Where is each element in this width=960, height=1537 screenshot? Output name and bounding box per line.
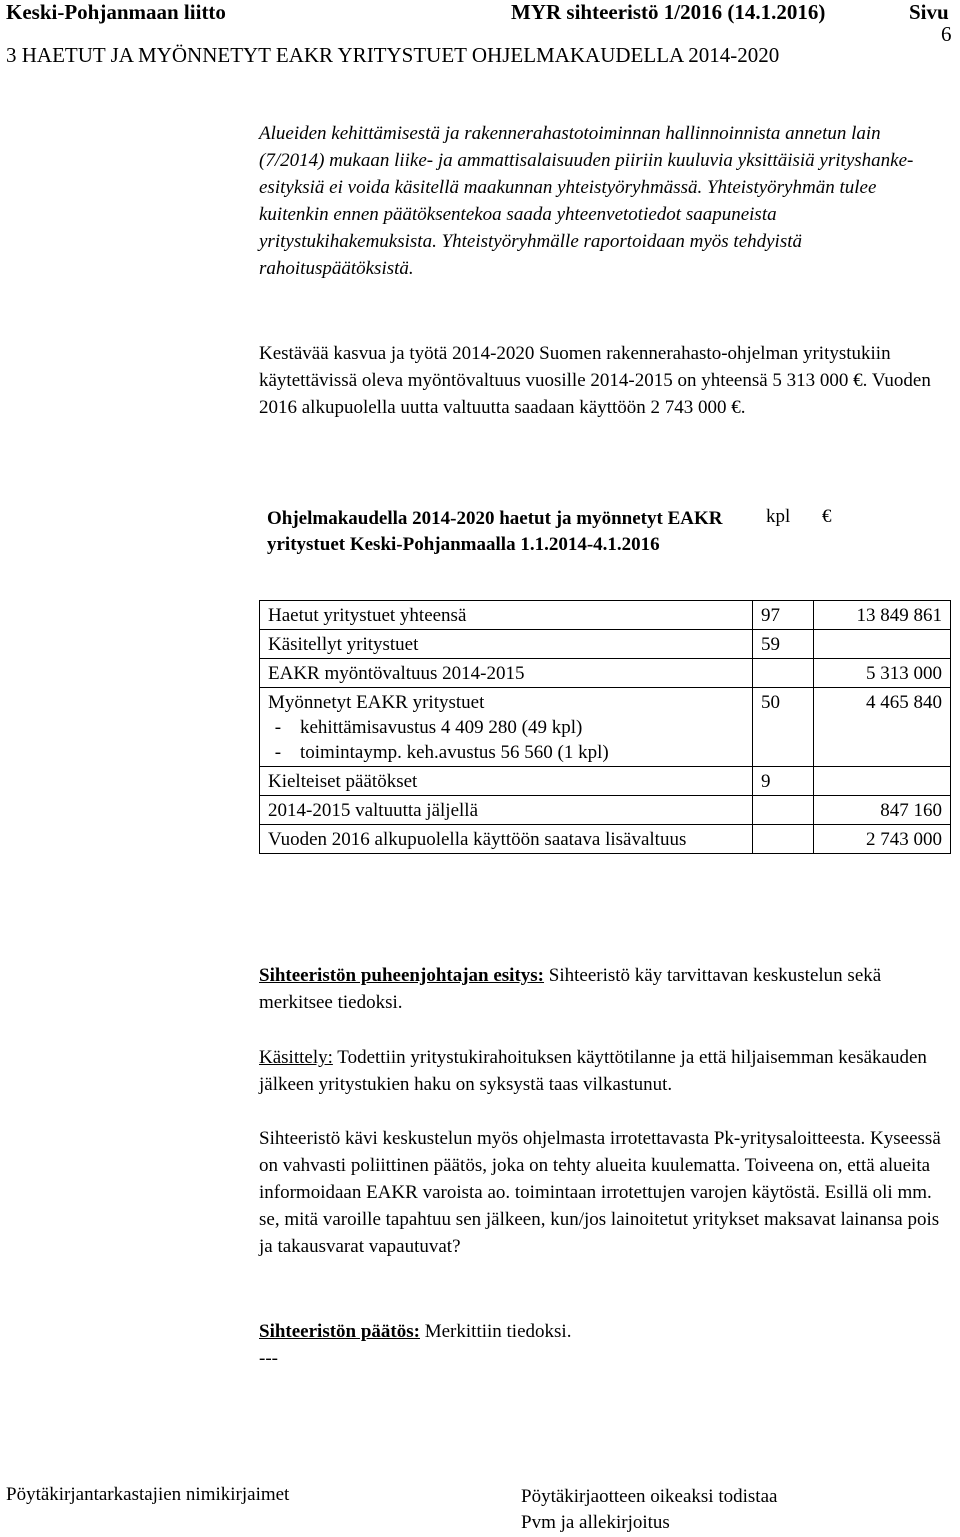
table-row [260, 659, 951, 688]
row-label-with-subitems [260, 688, 753, 767]
decision-label: Sihteeristön päätös: [259, 1321, 420, 1342]
organization-name: Keski-Pohjanmaan liitto [6, 0, 226, 24]
row-label: Myönnetyt EAKR yritystuet [268, 692, 485, 713]
table-row [260, 796, 951, 825]
row-kpl: 9 [753, 767, 814, 796]
table-row [260, 767, 951, 796]
column-header-eur: € [822, 506, 832, 527]
row-label: 2014-2015 valtuutta jäljellä [260, 796, 753, 825]
decision-text: Merkittiin tiedoksi. [419, 1321, 572, 1342]
meeting-info: MYR sihteeristö 1/2016 (14.1.2016) [511, 0, 826, 24]
dash-marker: - [270, 742, 282, 763]
row-label: Haetut yritystuet yhteensä [260, 601, 753, 630]
row-kpl [753, 659, 814, 688]
row-label: Vuoden 2016 alkupuolella käyttöön saatava lisävaltuus [260, 825, 753, 854]
row-eur: 847 160 [814, 796, 951, 825]
row-eur: 4 465 840 [814, 688, 951, 767]
section-heading: 3 HAETUT JA MYÖNNETYT EAKR YRITYSTUET OHJELMAKAUDELLA 2014-2020 [6, 43, 780, 67]
footer-certification [521, 1484, 777, 1536]
end-mark: --- [259, 1348, 278, 1369]
legal-note-paragraph: Alueiden kehittämisestä ja rakennerahastotoiminnan hallinnoinnista annetun lain (7/2014) mukaan liike- ja ammattisalaisuuden piiriin kuuluvia yksittäisiä yrityshanke-esityksiä ei voida käsitellä maakunnan yhteistyöryhmässä. Yhteistyöryhmän tulee kuitenkin ennen päätöksentekoa saada yhteenvetotiedot saapuneista yritystukihakemuksista. Yhteistyöryhmälle raportoidaan myös tehdyistä rahoituspäätöksistä. [259, 123, 914, 279]
proposal-label: Sihteeristön puheenjohtajan esitys: [259, 965, 545, 986]
column-header-kpl: kpl [766, 506, 791, 527]
row-eur: 2 743 000 [814, 825, 951, 854]
table-row [260, 630, 951, 659]
row-eur: 5 313 000 [814, 659, 951, 688]
row-eur: 13 849 861 [814, 601, 951, 630]
grant-summary-table [259, 600, 951, 854]
row-eur [814, 767, 951, 796]
sub-item [268, 740, 744, 765]
sub-item-text: kehittämisavustus 4 409 280 (49 kpl) [300, 717, 583, 738]
footer-certify-label: Pöytäkirjaotteen oikeaksi todistaa [521, 1486, 778, 1507]
dash-marker: - [270, 717, 282, 738]
row-kpl: 97 [753, 601, 814, 630]
funding-paragraph: Kestävää kasvua ja työtä 2014-2020 Suomen rakennerahasto-ohjelman yritystukiin käytettävissä oleva myöntövaltuus vuosille 2014-2015 on yhteensä 5 313 000 €. Vuoden 2016 alkupuolella uutta valtuutta saadaan käyttöön 2 743 000 €. [259, 343, 931, 418]
row-kpl [753, 825, 814, 854]
sub-item-text: toimintaymp. keh.avustus 56 560 (1 kpl) [300, 742, 609, 763]
row-eur [814, 630, 951, 659]
page-label: Sivu [909, 0, 949, 24]
discussion-paragraph: Sihteeristö kävi keskustelun myös ohjelmasta irrotettavasta Pk-yritysaloitteesta. Kyseessä on vahvasti poliittinen päätös, joka on tehty alueita kuulematta. Toiveena on, että alueita informoidaan EAKR varoista ao. toimintaan irrotettujen varojen käytöstä. Esillä oli mm. se, mitä varoille tapahtuu sen jälkeen, kun/jos lainoitetut yritykset maksavat lainansa pois ja takausvarat vapautuvat? [259, 1128, 941, 1257]
row-label: Käsitellyt yritystuet [260, 630, 753, 659]
proposal-text: Sihteeristö käy tarvittavan keskustelun sekä merkitsee tiedoksi. [259, 965, 882, 1013]
footer-date-signature-label: Pvm ja allekirjoitus [521, 1512, 670, 1533]
table-row [260, 688, 951, 767]
processing-label: Käsittely: [259, 1047, 333, 1068]
processing-text: Todettiin yritystukirahoituksen käyttötilanne ja että hiljaisemman kesäkauden jälkeen yritystukien haku on syksystä taas vilkastunut. [259, 1047, 927, 1095]
row-kpl: 59 [753, 630, 814, 659]
footer-initials-label: Pöytäkirjantarkastajien nimikirjaimet [6, 1484, 290, 1505]
row-label: Kielteiset päätökset [260, 767, 753, 796]
decision-paragraph [259, 1318, 949, 1372]
processing-paragraph [259, 1044, 949, 1098]
page-number: 6 [941, 22, 952, 46]
sub-item [268, 715, 744, 740]
table-row [260, 601, 951, 630]
table-row [260, 825, 951, 854]
row-kpl: 50 [753, 688, 814, 767]
table-title: Ohjelmakaudella 2014-2020 haetut ja myönnetyt EAKR yritystuet Keski-Pohjanmaalla 1.1.2014-4.1.2016 [267, 508, 723, 555]
proposal-paragraph [259, 962, 949, 1016]
row-kpl [753, 796, 814, 825]
row-label: EAKR myöntövaltuus 2014-2015 [260, 659, 753, 688]
